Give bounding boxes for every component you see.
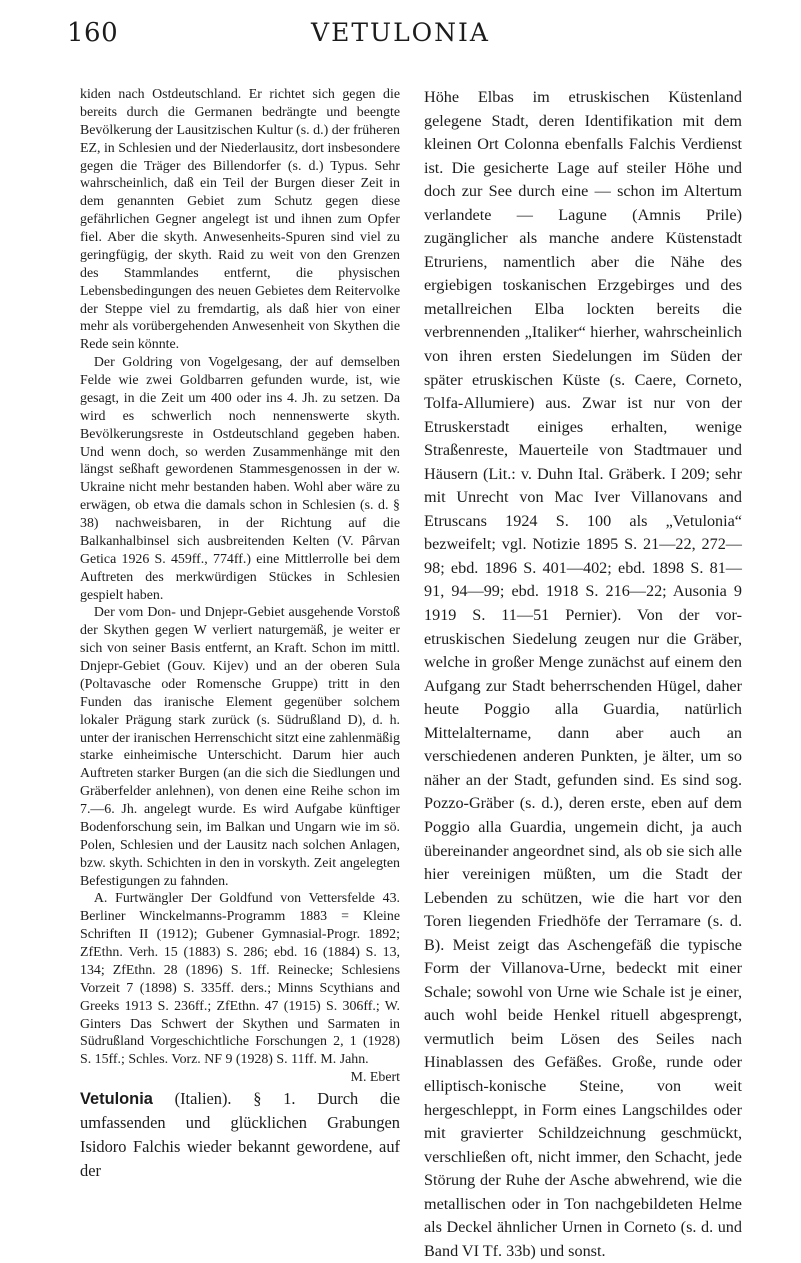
- entry-text: (Italien). § 1. Durch die umfassenden und glücklichen Grabungen Isidoro Falchis wieder bekannt gewordene, auf der: [80, 1089, 400, 1180]
- bibliography-text: A. Furtwängler Der Goldfund von Vettersfelde 43. Berliner Winckelmanns-Programm 1883 = Kleine Schriften II (1912); Gubener Gymnasial-Progr. 1892; ZfEthn. Verh. 15 (1883) S. 286; ebd. 16 (1884) S. 13, 134; ZfEthn. 28 (1896) S. 1ff. Reinecke; Schlesiens Vorzeit 7 (1898) S. 335ff. ders.; Minns Scythians and Greeks 1913 S. 236ff.; ZfEthn. 47 (1915) S. 306ff.; W. Ginters Das Schwert der Skythen und Sarmaten in Südrußland Vorgeschichtliche Forschungen 2, 1 (1928) S. 15ff.; Schles. Vorz. NF 9 (1928) S. 11ff. M. Jahn.: [80, 891, 400, 1068]
- page-number: 160: [67, 18, 119, 48]
- paragraph: Der vom Don- und Dnjepr-Gebiet ausgehende Vorstoß der Skythen gegen W verliert naturgemäß, je weiter er sich von seiner Basis entfernt, an Kraft. Schon im mittl. Dnjepr-Gebiet (Gouv. Kijev) und an der oberen Sula (Poltavasche oder Romensche Gruppe) tritt in den Funden das iranische Element gegenüber solchem lokaler Prägung stark zurück (s. Südrußland D), d. h. unter der iranischen Herrenschicht sitzt eine zahlenmäßig starke einheimische Unterschicht. Darum hier auch Auftreten starker Burgen (an die sich die Siedlungen und Gräberfelder anlehnen), von denen eine Reihe schon im 7.—6. Jh. angelegt wurde. Es wird Aufgabe künftiger Bodenforschung sein, im Balkan und Ungarn wie im sö. Polen, Schlesien und der Lausitz nach solchen Anlagen, bzw. skyth. Schichten in den in vorskyth. Zeit angelegten Befestigungen zu fahnden.: [80, 605, 400, 889]
- running-title: VETULONIA: [311, 18, 490, 47]
- right-column: [424, 86, 742, 1263]
- left-column: [80, 86, 400, 1183]
- entry-paragraph: [80, 1087, 400, 1183]
- entry-headword: Vetulonia: [80, 1090, 153, 1108]
- paragraph: Der Goldring von Vogelgesang, der auf demselben Felde wie zwei Goldbarren gefunden wurde, ist, wie gesagt, in die Zeit um 400 oder ins 4. Jh. zu setzen. Da wird es schwerlich noch nennenswerte skyth. Bevölkerungsreste in Ostdeutschland gegeben haben. Und wenn doch, so werden Zusammenhänge mit den längst seßhaft gewordenen Stammesgenossen in der w. Ukraine nicht mehr bestanden haben. Wohl aber wäre zu erwägen, ob etwa die damals schon in Schlesien (s. d. § 38) nachweisbaren, in der Richtung auf die Balkanhalbinsel sich ausbreitenden Kelten (V. Pârvan Getica 1926 S. 459ff., 774ff.) eine Mittlerrolle bei dem Auftreten des merkwürdigen Stückes in Schlesien gespielt haben.: [80, 355, 400, 603]
- bibliography: [80, 890, 400, 1086]
- page-header: [0, 18, 801, 58]
- paragraph: Höhe Elbas im etruskischen Küstenland gelegene Stadt, deren Identifikation mit dem kleinen Ort Colonna ebenfalls Falchis Verdienst ist. Die gesicherte Lage auf steiler Höhe und doch zur See durch eine — schon im Altertum verlandete — Lagune (Amnis Prile) zugänglicher als manche andere Küstenstadt Etruriens, namentlich aber die Nähe des ergiebigen toskanischen Erzgebirges und des metallreichen Elba lockten bereits die verbrennenden „Italiker“ hierher, wahrscheinlich von ihren ersten Siedelungen im Süden der später etruskischen Küste (s. Caere, Corneto, Tolfa-Allumiere) aus. Zwar ist nur von der Etruskerstadt einiges erhalten, wenige Straßenreste, Mauerteile von Stadtmauer und Häusern (Lit.: v. Duhn Ital. Gräberk. I 209; sehr mit Unrecht von Mac Iver Villanovans and Etruscans 1924 S. 100 als „Vetulonia“ bezweifelt; vgl. Notizie 1895 S. 21—22, 272—98; ebd. 1896 S. 401—402; ebd. 1898 S. 81—91, 94—99; ebd. 1918 S. 216—22; Ausonia 9 1919 S. 11—51 Pernier). Von der vor-etruskischen Siedelung zeugen nur die Gräber, welche in großer Menge zunächst auf einem den Aufgang zur Stadt beherrschenden Hügel, daher heute Poggio alla Guardia, natürlich Mittelaltername, dann aber auch an verschiedenen anderen Punkten, je älter, um so näher an der Stadt, gefunden sind. Es sind sog. Pozzo-Gräber (s. d.), deren erste, eben auf dem Poggio alla Guardia, ungemein dicht, ja auch übereinander angeordnet sind, als ob sie sich alle hier vereinigen müßten, um die Stadt der Lebenden zu schützen, wie die hart vor den Toren liegenden Friedhöfe der Terramare (s. d. B). Meist zeigt das Aschengefäß die typische Form der Villanova-Urne, bedeckt mit einer Schale; sowohl von Urne wie Schale ist je einer, auch wohl beide Henkel rituell abgesprengt, vermutlich beim Lösen des Seiles nach Hinablassen des Gefäßes. Große, runde oder elliptisch-konische Steine, von weit hergeschleppt, in Form eines Langschildes oder mit gravierter Schildzeichnung geschmückt, verschließen oft, nicht immer, den Schacht, jede Störung der Ruhe der Asche abwehrend, wie die metallischen oder in Ton nachgebildeten Helme als Deckel ähnlicher Urnen in Corneto (s. d. und Band VI Tf. 33b) und sonst.: [424, 88, 742, 1260]
- paragraph: kiden nach Ostdeutschland. Er richtet sich gegen die bereits durch die Germanen bedrängte und beengte Bevölkerung der Lausitzischen Kultur (s. d.) der früheren EZ, in Schlesien und der Niederlausitz, dort insbesondere gegen die Träger des Billendorfer (s. d.) Typus. Sehr wahrscheinlich, daß ein Teil der Burgen dieser Zeit in dem genannten Gebiet zum Schutz gegen diese gefährlichen Gegner angelegt ist und ihnen zum Opfer fiel. Aber die skyth. Anwesenheits-Spuren sind viel zu geringfügig, der skyth. Raid zu weit von den Grenzen des Stammlandes entfernt, die physischen Lebensbedingungen des neuen Gebietes dem Reitervolke der Steppe viel zu fremdartig, als daß hier von einer mehr als vorübergehenden Anwesenheit von Skythen die Rede sein könnte.: [80, 87, 400, 353]
- author-signature: M. Ebert: [350, 1070, 400, 1086]
